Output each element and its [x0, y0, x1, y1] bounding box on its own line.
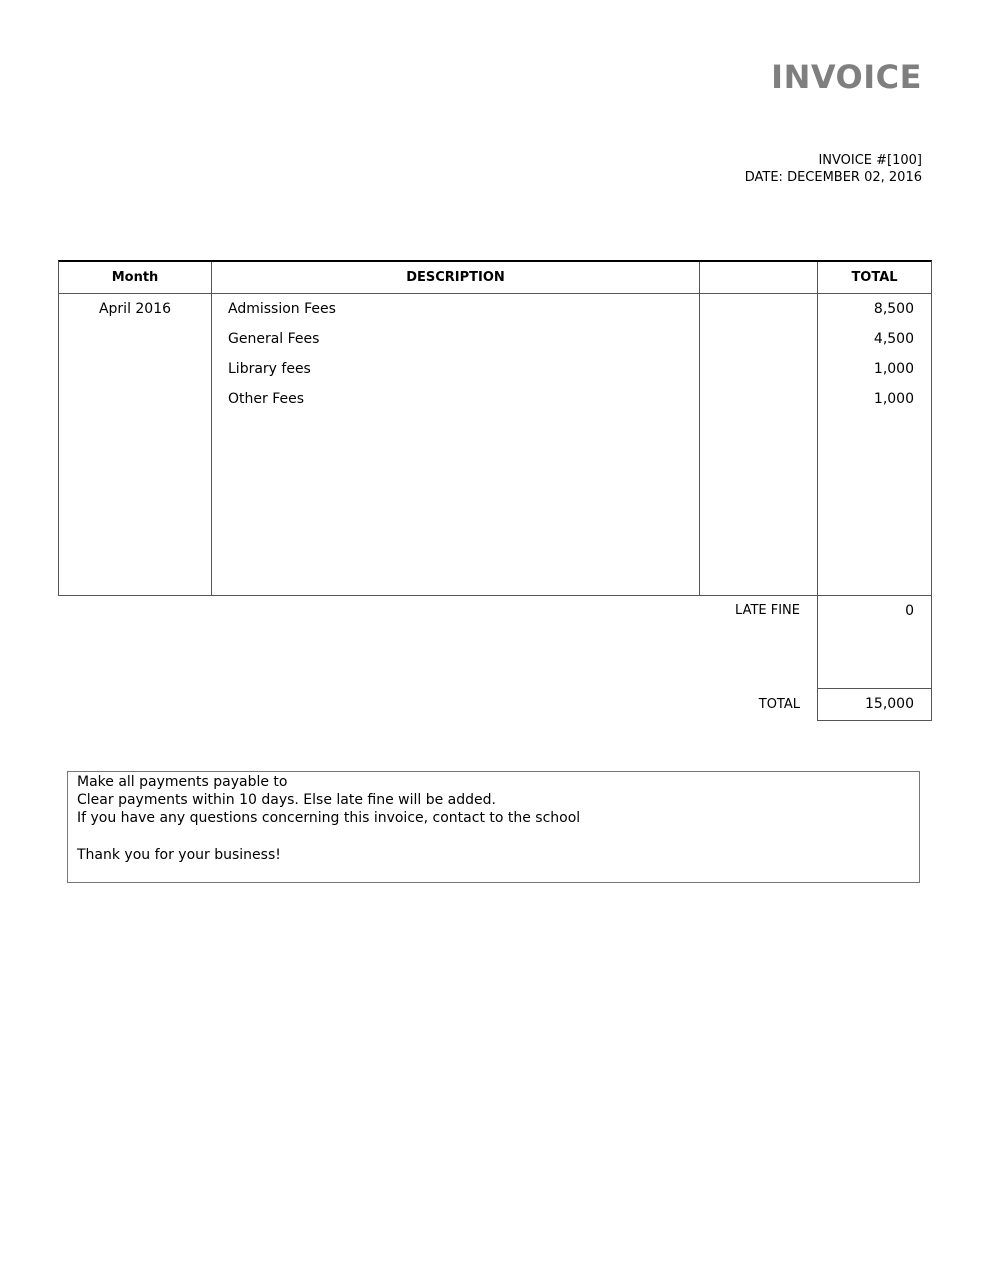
invoice-date: DATE: DECEMBER 02, 2016: [744, 170, 922, 185]
payment-notes: [67, 771, 920, 883]
invoice-title: INVOICE: [771, 58, 922, 96]
column-header-month: Month: [111, 270, 159, 285]
item-total: 1,000: [873, 391, 914, 407]
invoice-meta: [745, 152, 922, 186]
column-divider: [211, 262, 212, 595]
item-total: 8,500: [873, 301, 914, 317]
item-description: Admission Fees: [228, 301, 336, 317]
late-fine-value: 0: [905, 603, 914, 619]
item-total: 4,500: [873, 331, 914, 347]
column-divider: [699, 262, 700, 595]
column-header-blank: [700, 262, 817, 293]
grand-total-label: TOTAL: [758, 697, 800, 712]
notes-line: If you have any questions concerning this invoice, contact to the school: [77, 810, 581, 826]
grand-total-box: [817, 688, 932, 721]
description-list: [228, 300, 336, 420]
item-description: Other Fees: [228, 391, 305, 407]
total-list: [818, 300, 914, 420]
header-divider: [59, 293, 931, 294]
notes-line: Make all payments payable to: [77, 774, 288, 790]
grand-total-value: 15,000: [865, 696, 914, 712]
column-header-total: TOTAL: [851, 270, 898, 285]
month-cell: April 2016: [98, 301, 172, 317]
item-description: General Fees: [228, 331, 320, 347]
column-header-description: DESCRIPTION: [406, 270, 505, 285]
late-fine-label: LATE FINE: [735, 603, 800, 618]
notes-line: Clear payments within 10 days. Else late fine will be added.: [77, 792, 496, 808]
thank-you-line: Thank you for your business!: [77, 847, 281, 863]
items-table: [58, 260, 932, 596]
invoice-number: INVOICE #[100]: [818, 153, 922, 168]
item-description: Library fees: [228, 361, 311, 377]
item-total: 1,000: [873, 361, 914, 377]
late-fine-box: [817, 595, 932, 689]
notes-spacer: [77, 827, 910, 846]
